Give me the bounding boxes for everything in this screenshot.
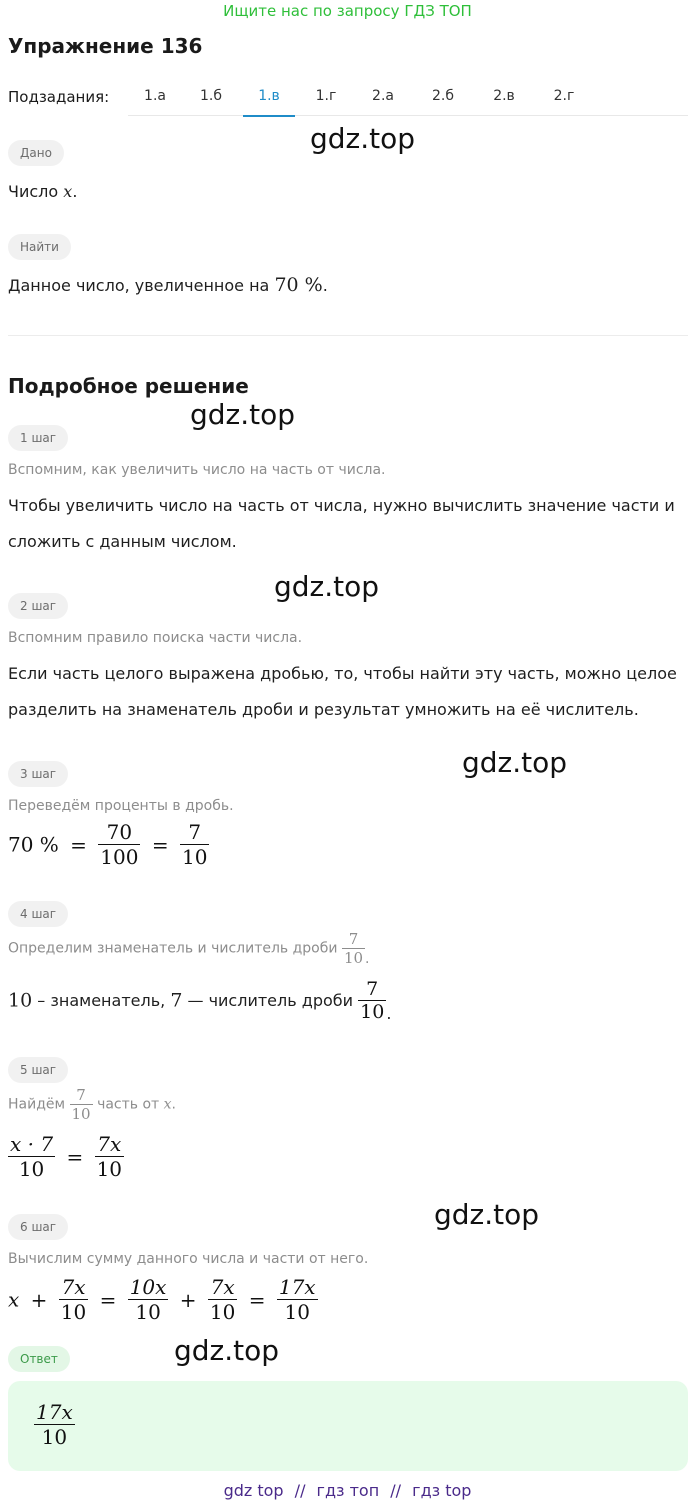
footer-separator: // [390,1481,402,1500]
tab-1a[interactable]: 1.а [144,88,166,104]
numerator: 7 [348,930,359,948]
step-1-line-2: сложить с данным числом. [8,532,237,551]
numerator: 10x [129,1275,167,1299]
step-5-hint-text: Найдём [8,1096,66,1113]
watermark: gdz.top [274,570,380,603]
step-2-hint: Вспомним правило поиска части числа. [8,630,303,646]
tab-2b[interactable]: 2.б [432,88,454,104]
step-3-badge: 3 шаг [8,761,68,787]
step-2-badge: 2 шаг [8,593,68,619]
period: . [386,1004,392,1023]
tab-1b[interactable]: 1.б [200,88,222,104]
step-3-equation [8,820,209,869]
numerator: 7 [366,978,379,1000]
eq-sign: = [151,832,169,857]
fraction [34,1400,75,1449]
watermark: gdz.top [462,746,568,779]
step-4-text-part: — числитель дроби [182,991,354,1010]
footer-separator: // [294,1481,306,1500]
find-badge: Найти [8,234,71,260]
numerator-value: 7 [170,989,183,1012]
tab-2v[interactable]: 2.в [493,88,515,104]
footer-link-gdz-top[interactable]: gdz top [223,1481,284,1500]
watermark: gdz.top [310,122,416,155]
watermark: gdz.top [190,398,296,431]
denominator: 10 [128,1299,169,1324]
step-2-line-1: Если часть целого выражена дробью, то, чтобы найти эту часть, можно целое [8,664,677,683]
step-3-hint: Переведём проценты в дробь. [8,798,234,814]
numerator: 7x [61,1275,86,1299]
fraction [277,1275,318,1324]
eq-percent: 70 % [8,832,59,857]
footer-link-gdz-top-mixed[interactable]: гдз top [412,1481,472,1500]
step-4-text [8,978,391,1023]
step-5-hint [8,1086,176,1123]
find-label-text: Данное число, увеличенное на [8,276,270,295]
numerator: 7x [210,1275,235,1299]
find-text [8,274,328,296]
answer-box [8,1381,688,1471]
step-1-text [8,488,688,560]
denominator: 10 [96,1157,123,1181]
subtasks-tabs [128,78,688,116]
numerator: 7 [76,1086,86,1104]
step-2-line-2: разделить на знаменатель дроби и результат умножить на её числитель. [8,700,639,719]
numerator: 7x [97,1132,122,1156]
step-2-text [8,656,688,728]
given-text [8,182,77,201]
fraction [98,820,140,869]
numerator: x · 7 [10,1132,54,1156]
subtasks-label: Подзадания: [8,88,110,106]
denominator: 100 [100,845,139,869]
denominator: 10 [209,1300,236,1324]
fraction [70,1086,93,1123]
denominator: 10 [34,1424,75,1449]
numerator: 7 [188,820,202,844]
tab-1g[interactable]: 1.г [315,88,337,104]
eq-sign: = [248,1287,266,1312]
find-value: 70 % [274,274,323,296]
find-end: . [322,276,328,295]
answer-equation [34,1400,75,1449]
watermark: gdz.top [434,1198,540,1231]
fraction [342,930,365,967]
period: . [171,1096,176,1113]
fraction [358,978,386,1023]
step-1-hint: Вспомним, как увеличить число на часть от числа. [8,462,386,478]
step-4-badge: 4 шаг [8,901,68,927]
plus-sign: + [179,1287,197,1312]
fraction [8,1132,55,1181]
fraction [128,1275,169,1324]
fraction [59,1275,88,1324]
exercise-title: Упражнение 136 [8,34,203,58]
step-1-badge: 1 шаг [8,425,68,451]
divider [8,335,688,336]
step-5-badge: 5 шаг [8,1057,68,1083]
denominator: 10 [360,1001,385,1023]
step-6-hint: Вычислим сумму данного числа и части от него. [8,1251,369,1267]
denominator: 10 [8,1156,55,1181]
denominator-value: 10 [8,989,33,1012]
fraction [208,1275,237,1324]
denominator: 10 [277,1299,318,1324]
step-5-equation [8,1132,124,1181]
footer-link-gdz-top-ru[interactable]: гдз топ [316,1481,380,1500]
numerator: 17x [36,1400,73,1424]
step-4-hint [8,930,369,967]
watermark: gdz.top [174,1334,280,1367]
given-label-text: Число [8,182,59,201]
step-5-hint-text: часть от [97,1096,160,1113]
step-4-hint-text: Определим знаменатель и числитель дроби [8,940,338,957]
variable-x: x [8,1287,20,1312]
eq-sign: = [99,1287,117,1312]
denominator: 10 [343,949,364,967]
period: . [365,951,370,967]
given-badge: Дано [8,140,64,166]
eq-sign: = [70,832,87,857]
numerator: 70 [106,820,133,844]
given-variable: x [63,182,73,201]
step-1-line-1: Чтобы увеличить число на часть от числа, нужно вычислить значение части и [8,496,675,515]
fraction [95,1132,124,1181]
answer-badge: Ответ [8,1346,70,1372]
fraction [180,820,209,869]
solution-title: Подробное решение [8,374,249,398]
denominator: 10 [60,1300,87,1324]
hint-variable: x [163,1096,172,1113]
step-4-text-part: – знаменатель, [32,991,171,1010]
tab-2a[interactable]: 2.а [372,88,394,104]
footer-links [0,1481,695,1500]
tab-2g[interactable]: 2.г [553,88,575,104]
given-end: . [72,182,78,201]
step-6-equation [8,1275,318,1324]
plus-sign: + [30,1287,48,1312]
denominator: 10 [71,1105,91,1123]
eq-sign: = [66,1144,84,1169]
search-banner: Ищите нас по запросу ГДЗ ТОП [223,2,472,20]
denominator: 10 [181,845,208,869]
step-6-badge: 6 шаг [8,1214,68,1240]
tab-1v-active[interactable]: 1.в [249,78,289,116]
numerator: 17x [278,1275,316,1299]
